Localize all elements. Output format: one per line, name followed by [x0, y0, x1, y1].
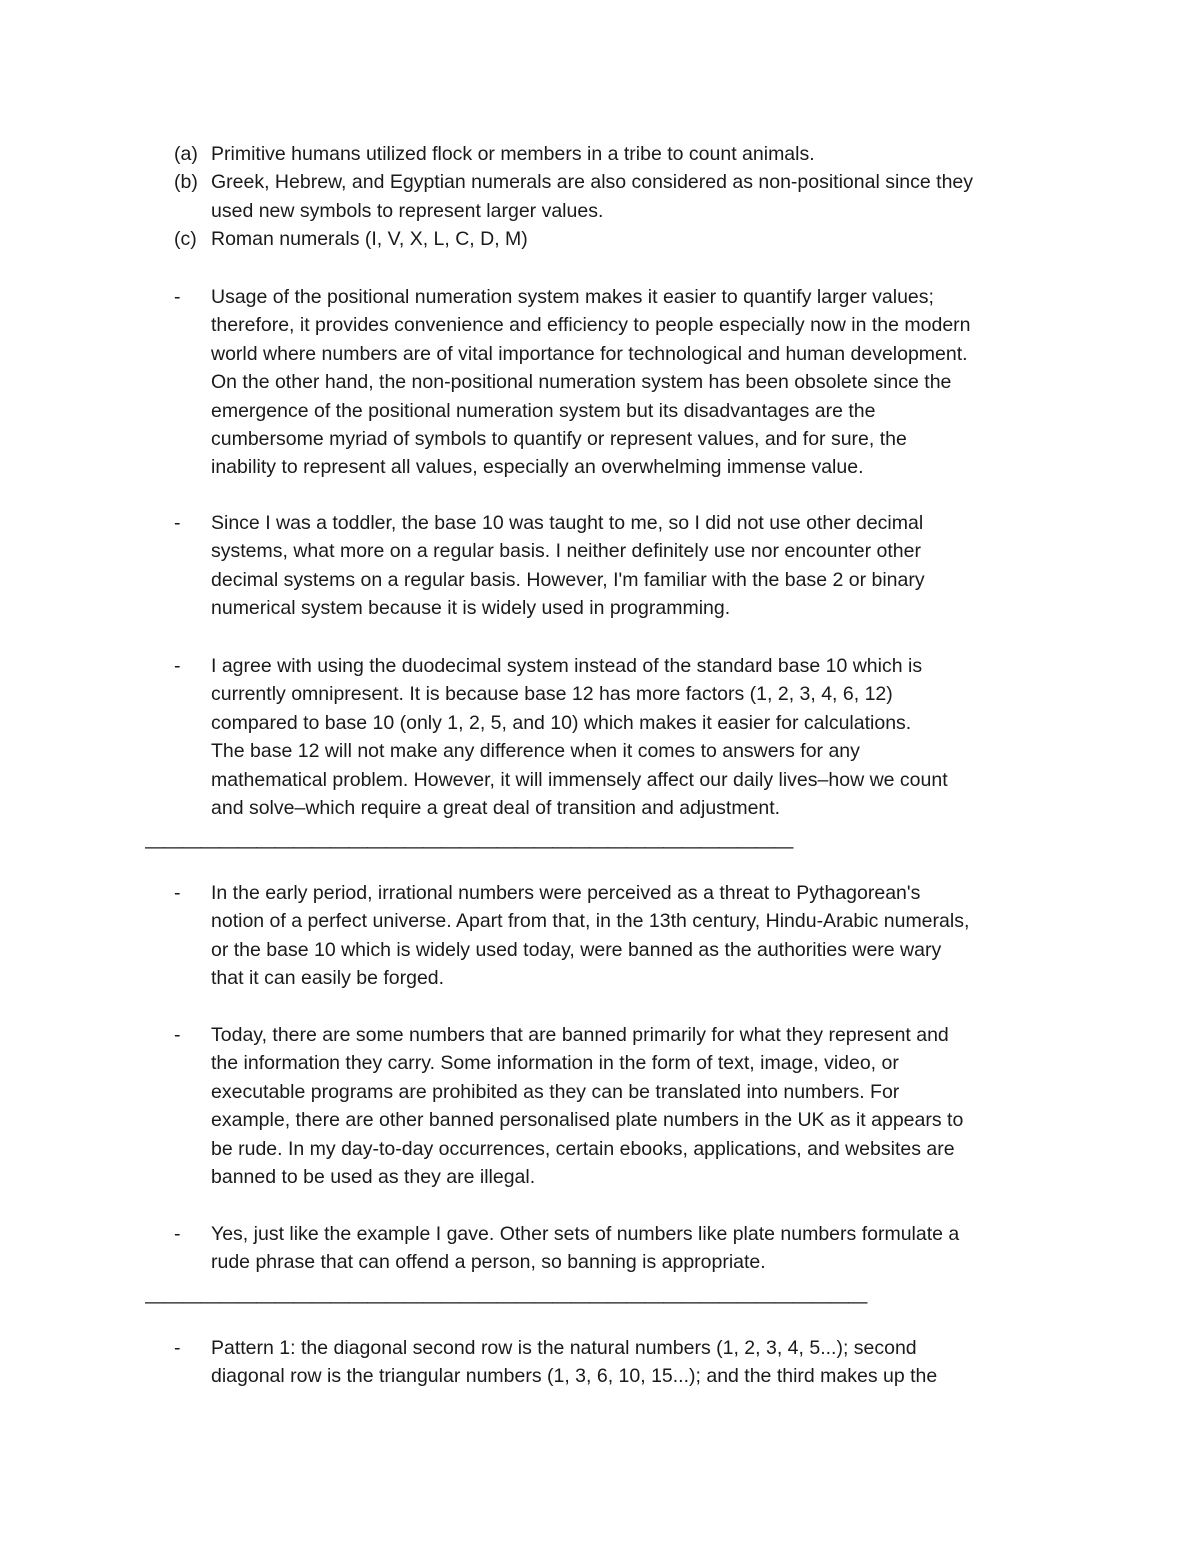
text-line: example, there are other banned personalised plate numbers in the UK as it appears to	[211, 1109, 964, 1132]
text-line: be rude. In my day-to-day occurrences, certain ebooks, applications, and websites are	[211, 1137, 955, 1160]
bullet-marker: -	[174, 286, 181, 308]
bullet-paragraph	[174, 283, 1074, 482]
lettered-list	[174, 140, 1074, 254]
list-marker: (a)	[174, 143, 198, 165]
bullet-marker: -	[174, 1024, 181, 1046]
bullet-paragraph	[174, 1220, 1074, 1277]
text-line: emergence of the positional numeration system but its disadvantages are the	[211, 399, 876, 422]
text-line: rude phrase that can offend a person, so banning is appropriate.	[211, 1251, 766, 1274]
text-line: systems, what more on a regular basis. I neither definitely use nor encounter other	[211, 540, 921, 563]
list-item-a	[174, 140, 1074, 168]
bullet-paragraph	[174, 879, 1074, 993]
text-line: Primitive humans utilized flock or members in a tribe to count animals.	[211, 143, 815, 165]
text-line: and solve–which require a great deal of transition and adjustment.	[211, 797, 781, 820]
text-line: Yes, just like the example I gave. Other sets of numbers like plate numbers formulate a	[211, 1223, 960, 1245]
text-line: used new symbols to represent larger values.	[211, 199, 604, 222]
bullet-paragraph	[174, 652, 1074, 822]
text-line: decimal systems on a regular basis. However, I'm familiar with the base 2 or binary	[211, 568, 925, 591]
bullet-paragraph	[174, 509, 1074, 623]
text-line: Roman numerals (I, V, X, L, C, D, M)	[211, 228, 528, 251]
text-line: therefore, it provides convenience and efficiency to people especially now in the modern	[211, 314, 971, 337]
text-line: banned to be used as they are illegal.	[211, 1166, 536, 1189]
text-line: The base 12 will not make any difference when it comes to answers for any	[211, 740, 860, 763]
list-marker: (b)	[174, 171, 198, 194]
paragraph-text	[211, 1334, 1061, 1391]
bullet-marker: -	[174, 1223, 181, 1245]
text-line: diagonal row is the triangular numbers (1, 3, 6, 10, 15...); and the third makes up the	[211, 1365, 938, 1388]
section-divider: ———————————————————————————————————————	[145, 1291, 867, 1313]
bullet-marker: -	[174, 1337, 181, 1359]
bullet-marker: -	[174, 512, 181, 534]
text-line: world where numbers are of vital importance for technological and human development.	[211, 342, 968, 365]
text-line: or the base 10 which is widely used today, were banned as the authorities were wary	[211, 938, 942, 961]
text-line: cumbersome myriad of symbols to quantify or represent values, and for sure, the	[211, 428, 907, 451]
list-item-b	[174, 168, 1074, 225]
bullet-paragraph	[174, 1334, 1074, 1391]
paragraph-text	[211, 283, 1061, 482]
text-line: that it can easily be forged.	[211, 967, 445, 990]
list-marker: (c)	[174, 228, 197, 251]
text-line: On the other hand, the non-positional numeration system has been obsolete since the	[211, 371, 952, 394]
text-line: numerical system because it is widely used in programming.	[211, 597, 731, 620]
text-line: the information they carry. Some information in the form of text, image, video, or	[211, 1052, 899, 1075]
text-line: mathematical problem. However, it will immensely affect our daily lives–how we count	[211, 768, 948, 791]
paragraph-text	[211, 1220, 1061, 1277]
list-item-text	[211, 168, 1061, 225]
bullet-paragraph	[174, 1021, 1074, 1191]
text-line: currently omnipresent. It is because base 12 has more factors (1, 2, 3, 4, 6, 12)	[211, 683, 893, 706]
text-line: executable programs are prohibited as they can be translated into numbers. For	[211, 1080, 900, 1103]
text-line: In the early period, irrational numbers were perceived as a threat to Pythagorean's	[211, 882, 921, 904]
list-item-text	[211, 225, 1061, 253]
paragraph-text	[211, 652, 1061, 822]
paragraph-text	[211, 879, 1061, 993]
bullet-marker: -	[174, 882, 181, 904]
text-line: Greek, Hebrew, and Egyptian numerals are also considered as non-positional since they	[211, 171, 974, 194]
text-line: inability to represent all values, especially an overwhelming immense value.	[211, 456, 864, 479]
paragraph-text	[211, 509, 1061, 623]
text-line: Pattern 1: the diagonal second row is the natural numbers (1, 2, 3, 4, 5...); second	[211, 1337, 917, 1359]
text-line: compared to base 10 (only 1, 2, 5, and 10) which makes it easier for calculations.	[211, 711, 912, 734]
list-item-c	[174, 225, 1074, 253]
bullet-marker: -	[174, 655, 181, 677]
list-item-text	[211, 140, 1061, 168]
text-line: Today, there are some numbers that are banned primarily for what they represent and	[211, 1024, 949, 1046]
section-divider: ———————————————————————————————————	[145, 836, 793, 858]
text-line: notion of a perfect universe. Apart from that, in the 13th century, Hindu-Arabic numerals,	[211, 910, 970, 933]
text-line: Since I was a toddler, the base 10 was taught to me, so I did not use other decimal	[211, 512, 924, 534]
text-line: Usage of the positional numeration system makes it easier to quantify larger values;	[211, 286, 934, 308]
text-line: I agree with using the duodecimal system instead of the standard base 10 which is	[211, 655, 923, 677]
paragraph-text	[211, 1021, 1061, 1191]
